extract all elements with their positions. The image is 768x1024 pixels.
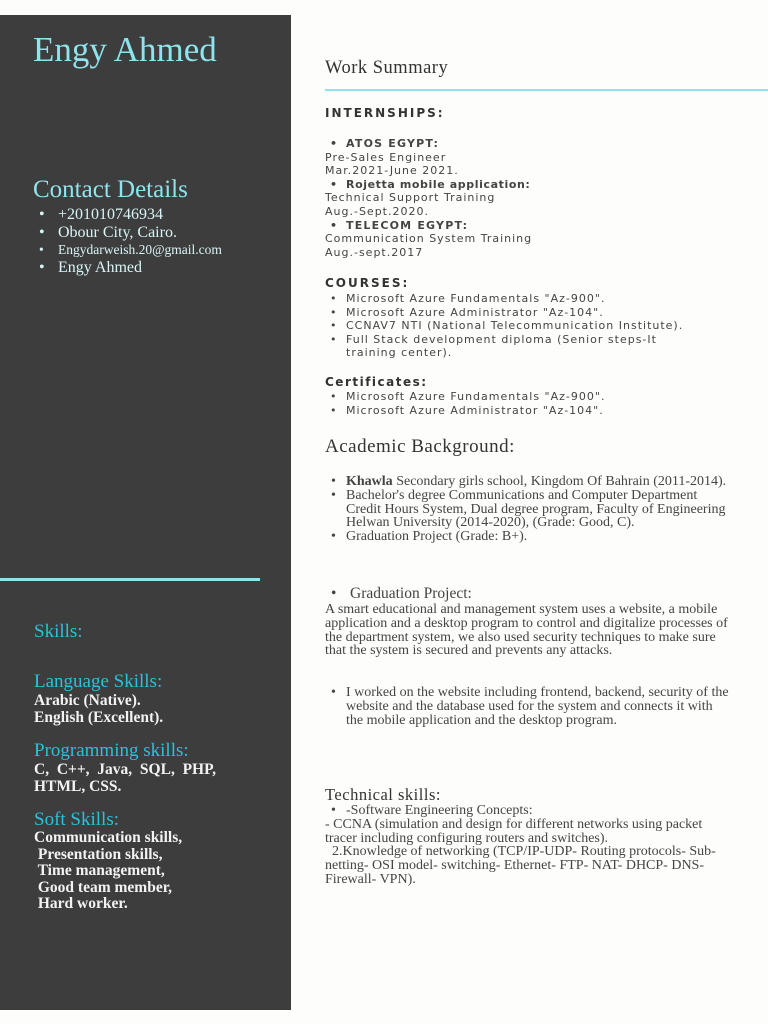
internship-role: Pre-Sales Engineer — [325, 150, 447, 164]
certificates-heading: Certificates: — [325, 375, 428, 389]
graduation-project-work: • I worked on the website including frontend, backend, security of the website and the database used for the system and connects it with the mobile application and the desktop program. — [325, 686, 730, 727]
academic-item — [325, 475, 730, 489]
graduation-project-desc: A smart educational and management system uses a website, a mobile application and a desktop program to control and digitalize processes of the department system, we also used security techniques to make sure that the system is secured and prevents any attacks. — [325, 602, 728, 659]
soft-item: Communication skills, — [34, 829, 183, 846]
language-item: Arabic (Native). — [34, 692, 141, 709]
soft-item: Good team member, — [34, 878, 173, 896]
academic-list — [325, 475, 730, 544]
internship-company: • TELECOM EGYPT: — [325, 219, 735, 233]
soft-item: Hard worker. — [34, 895, 128, 912]
sidebar-divider — [0, 578, 260, 581]
address: • Obour City, Cairo. — [36, 224, 222, 241]
phone: • +201010746934 — [36, 206, 222, 224]
language-skills-list — [34, 693, 163, 726]
certificate-item: • Microsoft Azure Fundamentals "Az-900". — [325, 390, 735, 404]
soft-skills-heading: Soft Skills: — [34, 809, 119, 830]
contact-list — [36, 206, 222, 276]
profile-name: • Engy Ahmed — [36, 259, 222, 276]
internship-date: Mar.2021-June 2021. — [325, 164, 459, 178]
soft-item: Time management, — [34, 862, 165, 879]
internship-date: Aug.-sept.2017 — [325, 245, 424, 259]
courses-heading: COURSES: — [325, 276, 410, 290]
academic-item: • Bachelor's degree Communications and Computer Department Credit Hours System, Dual degree program, Faculty of Engineering Helwan University (2014-2020), (Grade: Good, C). — [325, 489, 730, 530]
skills-heading: Skills: — [34, 621, 83, 642]
technical-skills-heading: Technical skills: — [325, 785, 441, 804]
work-summary-rule — [325, 89, 768, 91]
technical-ccna: - CCNA (simulation and design for different networks using packet tracer including configuring routers and switches). — [325, 816, 703, 846]
programming-item: C, C++, Java, SQL, PHP, — [34, 761, 217, 778]
school-detail: Secondary girls school, Kingdom Of Bahrain (2011-2014). — [392, 474, 727, 489]
language-item: English (Excellent). — [34, 708, 164, 726]
internships-list — [325, 137, 735, 259]
soft-skills-list — [34, 830, 182, 913]
soft-item: Presentation skills, — [34, 845, 163, 863]
certificates-list — [325, 390, 735, 417]
internship-role: Communication System Training — [325, 232, 533, 246]
graduation-project-work-list — [325, 686, 730, 727]
work-summary-heading: Work Summary — [325, 58, 449, 78]
course-item: • Full Stack development diploma (Senior steps-It training center). — [325, 333, 710, 360]
internship-company: • Rojetta mobile application: — [325, 178, 735, 192]
email[interactable]: • Engydarweish.20@gmail.com — [36, 241, 222, 259]
programming-skills-heading: Programming skills: — [34, 740, 189, 761]
language-skills-heading: Language Skills: — [34, 671, 163, 692]
technical-item: • -Software Engineering Concepts: — [325, 804, 730, 818]
graduation-project-heading-wrap — [325, 587, 730, 601]
internships-heading: INTERNSHIPS: — [325, 106, 445, 120]
course-item: • Microsoft Azure Fundamentals "Az-900". — [325, 292, 710, 306]
internship-role: Technical Support Training — [325, 191, 496, 205]
name-heading: Engy Ahmed — [33, 30, 217, 69]
school-name: Khawla — [346, 474, 393, 489]
technical-skills-body — [325, 804, 730, 887]
academic-item: • Graduation Project (Grade: B+). — [325, 530, 730, 544]
programming-skills-list — [34, 762, 216, 795]
programming-item: HTML, CSS. — [34, 777, 122, 795]
certificate-item: • Microsoft Azure Administrator "Az-104". — [325, 404, 735, 418]
technical-networking: 2.Knowledge of networking (TCP/IP-UDP- Routing protocols- Sub-netting- OSI model- switching- Ethernet- FTP- NAT- DHCP- DNS- Firewall- VPN). — [325, 844, 716, 887]
internship-company: • ATOS EGYPT: — [325, 137, 735, 151]
graduation-project-heading: • Graduation Project: — [325, 587, 730, 601]
course-item: • Microsoft Azure Administrator "Az-104". — [325, 306, 710, 320]
course-item: • CCNAV7 NTI (National Telecommunication Institute). — [325, 319, 710, 333]
internship-date: Aug.-Sept.2020. — [325, 204, 429, 218]
contact-details-heading: Contact Details — [33, 176, 188, 203]
courses-list — [325, 292, 710, 360]
academic-background-heading: Academic Background: — [325, 436, 515, 457]
